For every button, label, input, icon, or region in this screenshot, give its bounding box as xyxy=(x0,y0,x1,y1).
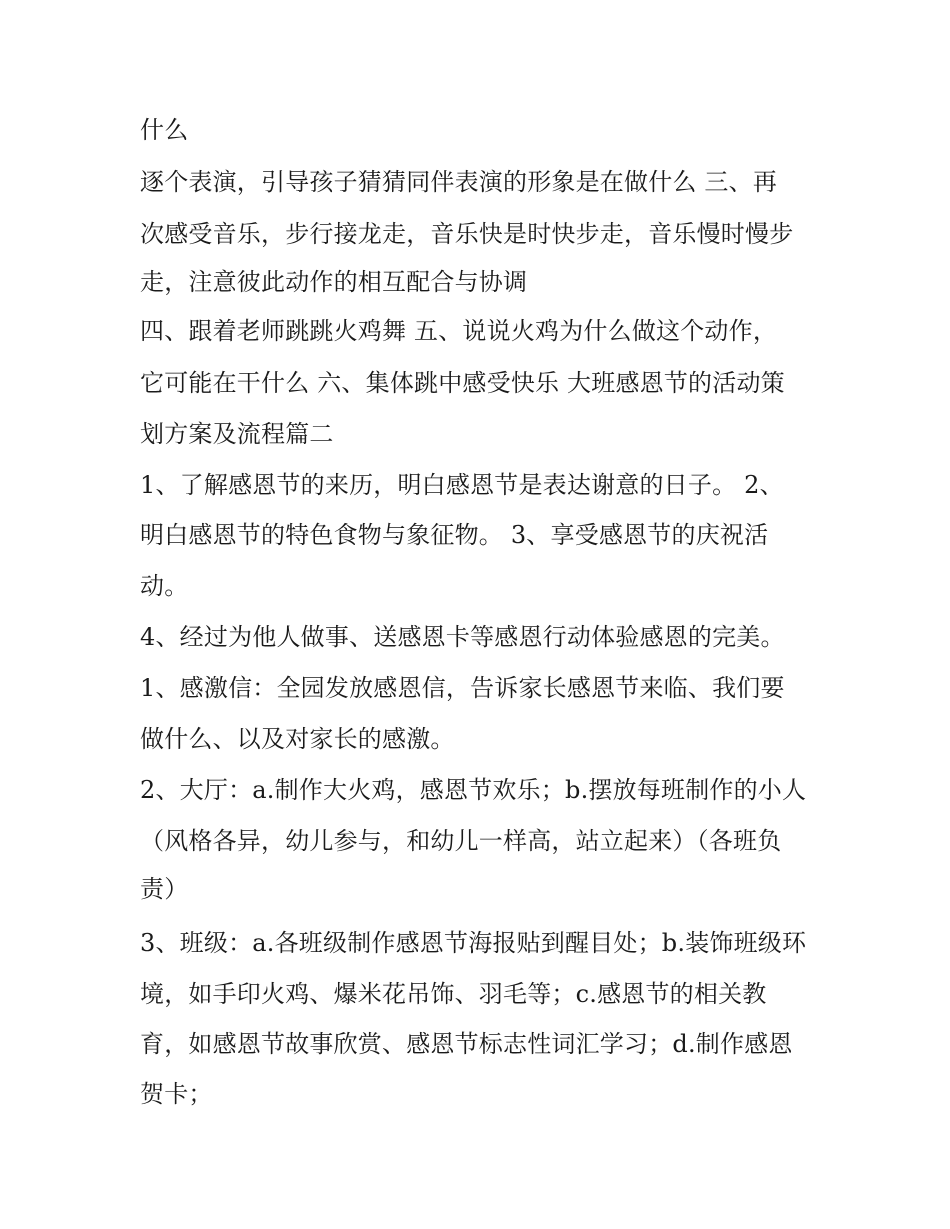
text-line: 什么 xyxy=(140,116,189,144)
text-line: 2、大厅：a.制作大火鸡，感恩节欢乐；b.摆放每班制作的小人 xyxy=(140,776,807,804)
text-line: 1、感激信：全园发放感恩信，告诉家长感恩节来临、我们要 xyxy=(140,674,785,702)
text-line: 1、了解感恩节的来历，明白感恩节是表达谢意的日子。 2、 xyxy=(140,471,784,499)
text-line: 责） xyxy=(140,875,189,903)
text-line: 境，如手印火鸡、爆米花吊饰、羽毛等；c.感恩节的相关教 xyxy=(140,980,767,1008)
text-line: 划方案及流程篇二 xyxy=(140,420,334,448)
text-line: 育，如感恩节故事欣赏、感恩节标志性词汇学习；d.制作感恩 xyxy=(140,1030,793,1058)
text-line: 3、班级：a.各班级制作感恩节海报贴到醒目处；b.装饰班级环 xyxy=(140,929,807,957)
text-line: 它可能在干什么 六、集体跳中感受快乐 大班感恩节的活动策 xyxy=(140,369,785,397)
text-line: 走，注意彼此动作的相互配合与协调 xyxy=(140,268,528,296)
text-line: 动。 xyxy=(140,572,189,600)
text-line: 明白感恩节的特色食物与象征物。 3、享受感恩节的庆祝活 xyxy=(140,521,769,549)
text-line: 逐个表演，引导孩子猜猜同伴表演的形象是在做什么 三、再 xyxy=(140,168,778,196)
text-line: 4、经过为他人做事、送感恩卡等感恩行动体验感恩的完美。 xyxy=(140,623,785,651)
text-line: 次感受音乐，步行接龙走，音乐快是时快步走，音乐慢时慢步 xyxy=(140,220,794,248)
text-line: 做什么、以及对家长的感激。 xyxy=(140,725,455,753)
text-line: 四、跟着老师跳跳火鸡舞 五、说说火鸡为什么做这个动作， xyxy=(140,317,778,345)
text-line: 贺卡； xyxy=(140,1080,213,1108)
text-line: （风格各异，幼儿参与，和幼儿一样高，站立起来）（各班负 xyxy=(140,827,782,855)
